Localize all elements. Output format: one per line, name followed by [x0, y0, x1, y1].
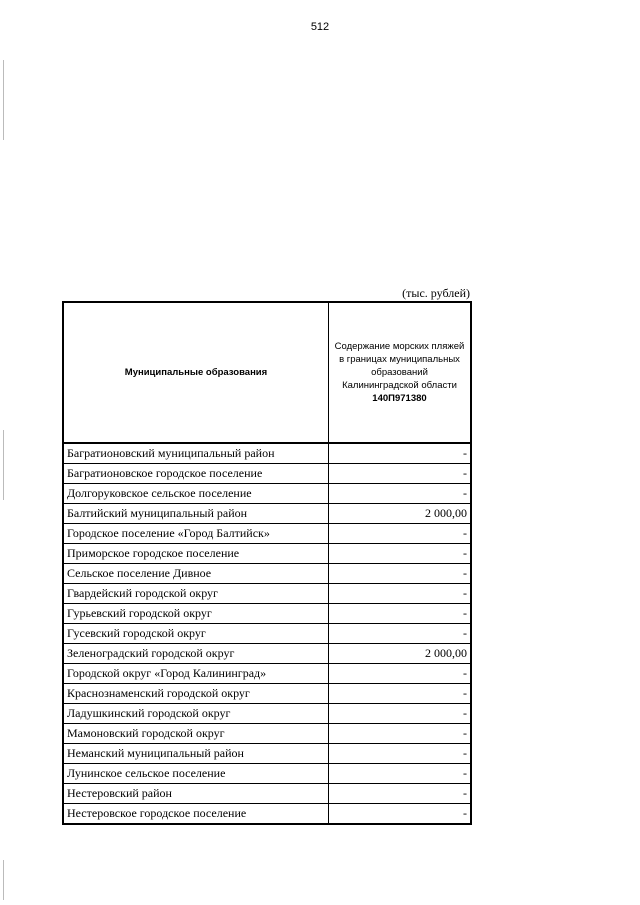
- municipality-name: Багратионовский муниципальный район: [63, 443, 329, 464]
- table-row: [63, 564, 471, 584]
- municipality-value: -: [329, 784, 472, 804]
- table-row: [63, 443, 471, 464]
- municipality-value: -: [329, 443, 472, 464]
- unit-label: (тыс. рублей): [402, 286, 470, 300]
- municipality-value: 2 000,00: [329, 504, 472, 524]
- municipality-name: Зеленоградский городской округ: [63, 644, 329, 664]
- municipality-name: Долгоруковское сельское поселение: [63, 484, 329, 504]
- municipality-value: 2 000,00: [329, 644, 472, 664]
- municipality-value: -: [329, 524, 472, 544]
- municipality-value: -: [329, 604, 472, 624]
- municipality-name: Ладушкинский городской округ: [63, 704, 329, 724]
- budget-table: [62, 301, 472, 825]
- table-row: [63, 464, 471, 484]
- municipality-name: Нестеровский район: [63, 784, 329, 804]
- municipality-value: -: [329, 584, 472, 604]
- municipality-name: Сельское поселение Дивное: [63, 564, 329, 584]
- municipality-value: -: [329, 804, 472, 825]
- table-row: [63, 644, 471, 664]
- municipality-value: -: [329, 744, 472, 764]
- municipality-name: Гурьевский городской округ: [63, 604, 329, 624]
- municipality-value: -: [329, 764, 472, 784]
- page-number: 512: [310, 21, 330, 33]
- municipality-value: -: [329, 704, 472, 724]
- header-value-title: Содержание морских пляжей в границах муниципальных образований Калининградской области: [334, 341, 465, 391]
- municipality-value: -: [329, 724, 472, 744]
- table-row: [63, 484, 471, 504]
- table-row: [63, 764, 471, 784]
- municipality-value: -: [329, 464, 472, 484]
- table-row: [63, 784, 471, 804]
- table-row: [63, 544, 471, 564]
- municipality-name: Багратионовское городское поселение: [63, 464, 329, 484]
- table-row: [63, 624, 471, 644]
- municipality-value: -: [329, 664, 472, 684]
- municipality-value: -: [329, 564, 472, 584]
- table-row: [63, 524, 471, 544]
- table-row: [63, 604, 471, 624]
- table-row: [63, 724, 471, 744]
- municipality-name: Неманский муниципальный район: [63, 744, 329, 764]
- margin-mark: [3, 430, 4, 500]
- table-row: [63, 504, 471, 524]
- municipality-value: -: [329, 544, 472, 564]
- table-body: [63, 443, 471, 824]
- table-row: [63, 804, 471, 825]
- table-row: [63, 744, 471, 764]
- header-code: 140П971380: [372, 393, 427, 404]
- municipality-name: Гвардейский городской округ: [63, 584, 329, 604]
- municipality-name: Нестеровское городское поселение: [63, 804, 329, 825]
- header-value: [329, 302, 472, 443]
- table-row: [63, 664, 471, 684]
- municipality-name: Мамоновский городской округ: [63, 724, 329, 744]
- municipality-name: Гусевский городской округ: [63, 624, 329, 644]
- margin-mark: [3, 860, 4, 900]
- table-header-row: [63, 302, 471, 443]
- municipality-name: Балтийский муниципальный район: [63, 504, 329, 524]
- table-row: [63, 584, 471, 604]
- municipality-name: Городское поселение «Город Балтийск»: [63, 524, 329, 544]
- header-municipality: Муниципальные образования: [63, 302, 329, 443]
- municipality-name: Приморское городское поселение: [63, 544, 329, 564]
- municipality-value: -: [329, 624, 472, 644]
- municipality-name: Городской округ «Город Калининград»: [63, 664, 329, 684]
- table-row: [63, 704, 471, 724]
- municipality-name: Лунинское сельское поселение: [63, 764, 329, 784]
- municipality-value: -: [329, 484, 472, 504]
- table-row: [63, 684, 471, 704]
- margin-mark: [3, 60, 4, 140]
- municipality-value: -: [329, 684, 472, 704]
- municipality-name: Краснознаменский городской округ: [63, 684, 329, 704]
